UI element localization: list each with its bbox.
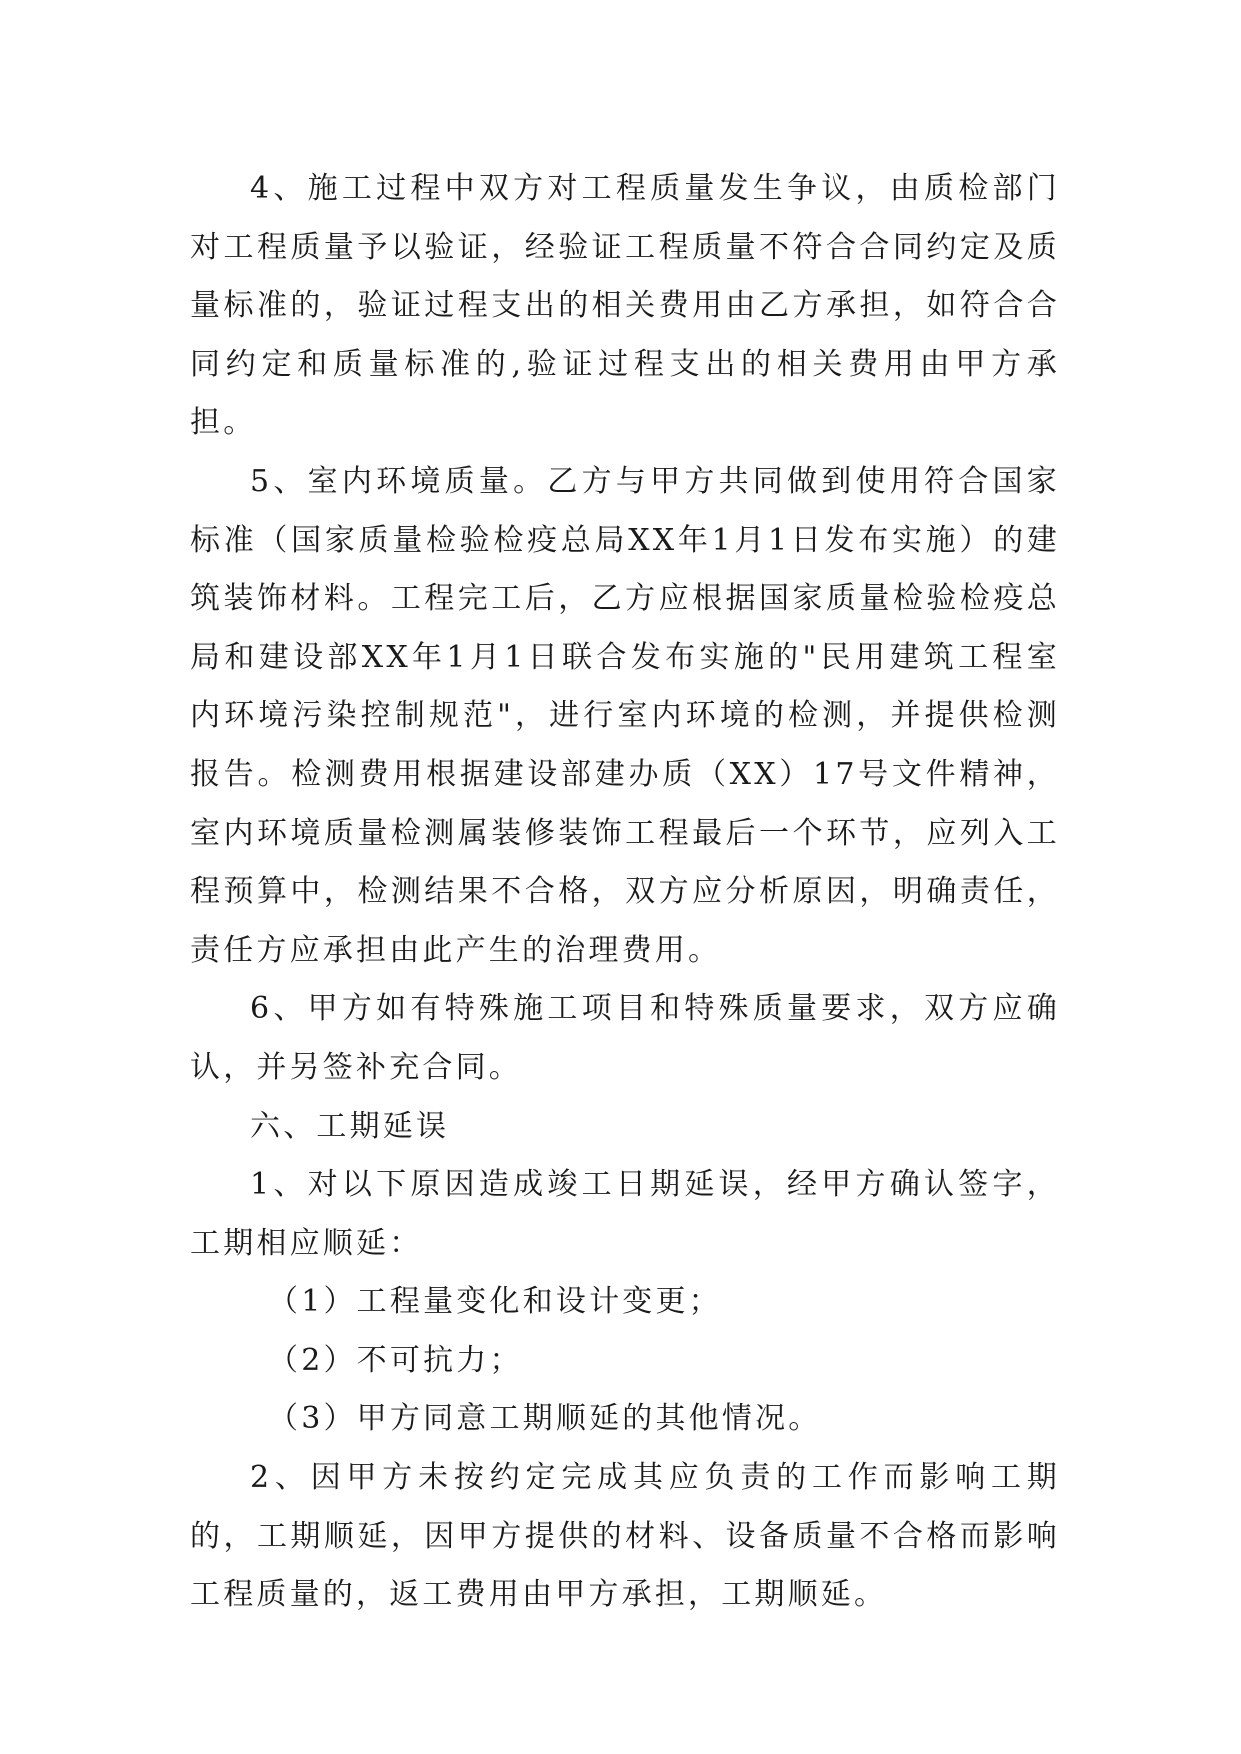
paragraph-party-a-responsibility: 2、因甲方未按约定完成其应负责的工作而影响工期的，工期顺延，因甲方提供的材料、设备质量不合格而影响工程质量的，返工费用由甲方承担，工期顺延。 [190, 1460, 1060, 1613]
document-body [190, 160, 1060, 1625]
paragraph-quality-dispute: 4、施工过程中双方对工程质量发生争议，由质检部门对工程质量予以验证，经验证工程质量不符合合同约定及质量标准的，验证过程支出的相关费用由乙方承担，如符合合同约定和质量标准的,验证过程支出的相关费用由甲方承担。 [190, 171, 1060, 441]
list-item-other-cases: （3）甲方同意工期顺延的其他情况。 [268, 1401, 822, 1437]
paragraph-special-requirements: 6、甲方如有特殊施工项目和特殊质量要求，双方应确认，并另签补充合同。 [190, 991, 1060, 1085]
section-heading-delay: 六、工期延误 [250, 1108, 450, 1144]
paragraph-delay-causes: 1、对以下原因造成竣工日期延误，经甲方确认签字，工期相应顺延： [190, 1167, 1060, 1261]
paragraph-indoor-environment: 5、室内环境质量。乙方与甲方共同做到使用符合国家标准（国家质量检验检疫总局XX年1月1日发布实施）的建筑装饰材料。工程完工后，乙方应根据国家质量检验检疫总局和建设部XX年1月1日联合发布实施的"民用建筑工程室内环境污染控制规范"，进行室内环境的检测，并提供检测报告。检测费用根据建设部建办质（XX）17号文件精神，室内环境质量检测属装修装饰工程最后一个环节，应列入工程预算中，检测结果不合格，双方应分析原因，明确责任，责任方应承担由此产生的治理费用。 [190, 463, 1060, 968]
list-item-design-change: （1）工程量变化和设计变更； [268, 1284, 722, 1320]
list-item-force-majeure: （2）不可抗力； [268, 1342, 523, 1378]
